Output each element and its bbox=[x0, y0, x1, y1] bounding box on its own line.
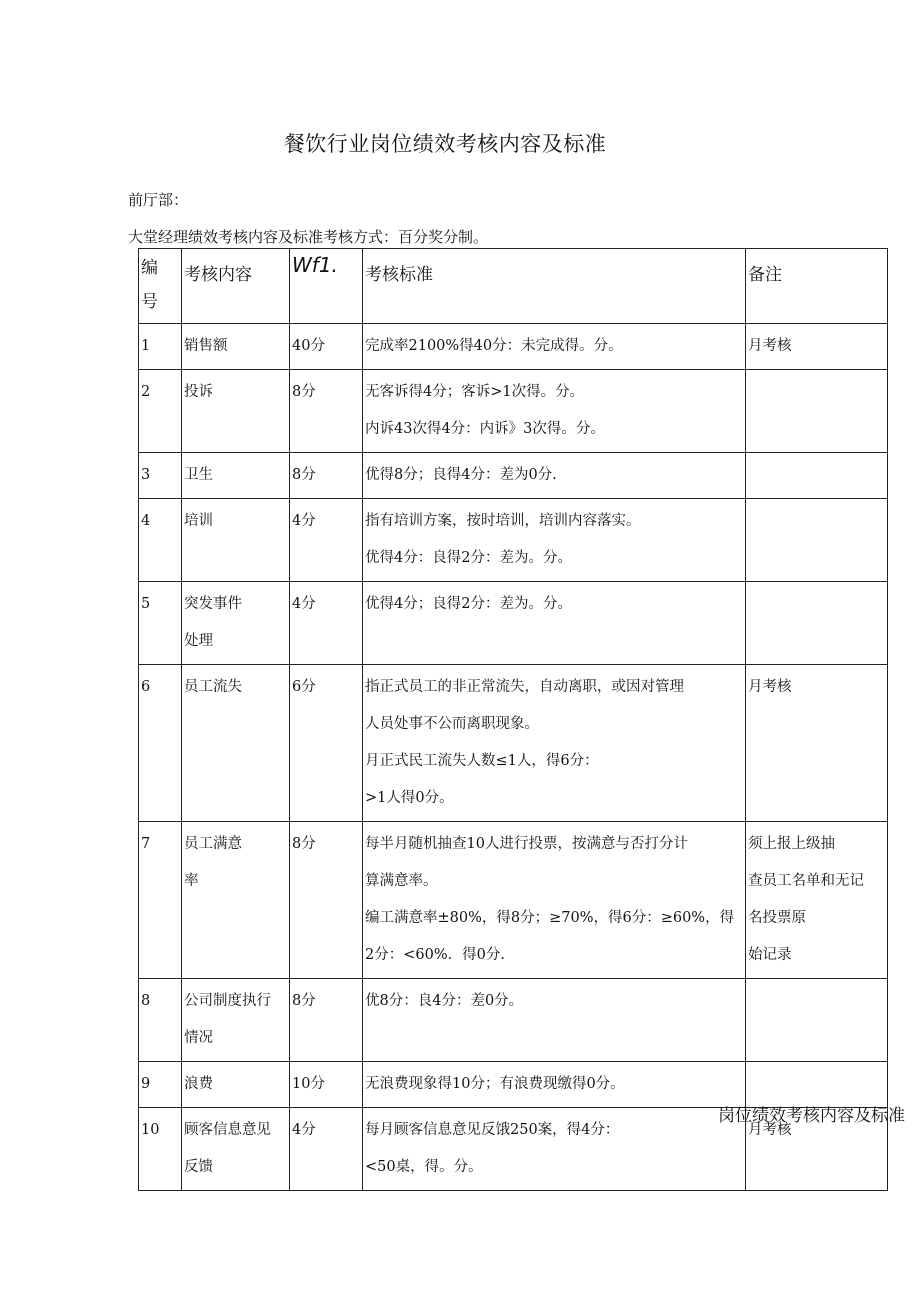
cell-score: 4分 bbox=[290, 1108, 363, 1191]
section-label: 前厅部： bbox=[128, 191, 189, 209]
cell-standard-line: 内诉43次得4分：内诉》3次得。分。 bbox=[365, 421, 605, 437]
cell-standard-line: 2分：<60%．得0分. bbox=[365, 947, 505, 963]
cell-standard-line: 优得8分；良得4分：差为0分. bbox=[365, 467, 557, 483]
cell-content-line: 情况 bbox=[184, 1030, 213, 1046]
cell-note bbox=[746, 370, 888, 453]
table-row bbox=[139, 370, 888, 453]
cell-note bbox=[746, 582, 888, 665]
cell-content-line: 顾客信息意见 bbox=[184, 1122, 271, 1138]
cell-standard-line: 编工满意率±80%，得8分；≥70%，得6分：≥60%，得 bbox=[365, 910, 735, 926]
footer-label: 岗位绩效考核内容及标准 bbox=[718, 1106, 905, 1126]
cell-content-line: 卫生 bbox=[184, 467, 213, 483]
cell-score: 10分 bbox=[290, 1062, 363, 1108]
cell-content-line: 反馈 bbox=[184, 1159, 213, 1175]
cell-number: 7 bbox=[139, 822, 182, 979]
cell-note-line: 查员工名单和无记 bbox=[748, 873, 864, 889]
table-row bbox=[139, 453, 888, 499]
table-row bbox=[139, 665, 888, 822]
cell-standard bbox=[363, 1108, 746, 1191]
cell-standard-line: 每月顾客信息意见反饿250案，得4分： bbox=[365, 1122, 620, 1138]
cell-note-line: 月考核 bbox=[748, 1122, 792, 1138]
cell-note bbox=[746, 324, 888, 370]
cell-number: 10 bbox=[139, 1108, 182, 1191]
cell-standard-line: <50桌，得。分。 bbox=[365, 1159, 483, 1175]
cell-number: 4 bbox=[139, 499, 182, 582]
cell-standard bbox=[363, 499, 746, 582]
cell-content-line: 员工满意 bbox=[184, 836, 242, 852]
cell-standard-line: 指正式员工的非正常流失，自动离职，或因对管理 bbox=[365, 679, 684, 695]
cell-standard-line: 无客诉得4分；客诉>1次得。分。 bbox=[365, 384, 585, 400]
cell-content bbox=[182, 370, 290, 453]
cell-standard bbox=[363, 1062, 746, 1108]
header-note: 备注 bbox=[746, 249, 888, 324]
cell-content bbox=[182, 1108, 290, 1191]
cell-note bbox=[746, 979, 888, 1062]
cell-standard bbox=[363, 324, 746, 370]
cell-score: 8分 bbox=[290, 370, 363, 453]
cell-score: 8分 bbox=[290, 822, 363, 979]
cell-note bbox=[746, 453, 888, 499]
cell-content-line: 销售额 bbox=[184, 338, 228, 354]
table-caption: 大堂经理绩效考核内容及标准考核方式：百分奖分制。 bbox=[128, 228, 489, 246]
cell-note bbox=[746, 499, 888, 582]
cell-content-line: 率 bbox=[184, 873, 199, 889]
cell-standard-line: 月正式民工流失人数≤1人，得6分： bbox=[365, 753, 599, 769]
cell-note-line: 月考核 bbox=[748, 679, 792, 695]
cell-content bbox=[182, 1062, 290, 1108]
cell-standard-line: 优8分：良4分：差0分。 bbox=[365, 993, 524, 1009]
cell-number: 9 bbox=[139, 1062, 182, 1108]
cell-standard bbox=[363, 665, 746, 822]
cell-standard-line: 完成率2100%得40分：未完成得。分。 bbox=[365, 338, 623, 354]
cell-content bbox=[182, 979, 290, 1062]
table-row bbox=[139, 979, 888, 1062]
header-number: 编 号 bbox=[139, 249, 182, 324]
cell-note-line: 名投票原 bbox=[748, 910, 806, 926]
cell-standard bbox=[363, 370, 746, 453]
cell-score: 40分 bbox=[290, 324, 363, 370]
table-row bbox=[139, 582, 888, 665]
cell-score: 8分 bbox=[290, 979, 363, 1062]
cell-note bbox=[746, 665, 888, 822]
cell-standard-line: 无浪费现象得10分；有浪费现缴得0分。 bbox=[365, 1076, 625, 1092]
cell-standard-line: 算满意率。 bbox=[365, 873, 438, 889]
cell-number: 6 bbox=[139, 665, 182, 822]
cell-score: 6分 bbox=[290, 665, 363, 822]
cell-content-line: 突发事件 bbox=[184, 596, 242, 612]
cell-number: 5 bbox=[139, 582, 182, 665]
table-row bbox=[139, 499, 888, 582]
cell-content-line: 浪费 bbox=[184, 1076, 213, 1092]
table-row bbox=[139, 822, 888, 979]
cell-number: 3 bbox=[139, 453, 182, 499]
assessment-table bbox=[138, 248, 888, 1191]
cell-content-line: 处理 bbox=[184, 633, 213, 649]
cell-content bbox=[182, 324, 290, 370]
cell-note bbox=[746, 822, 888, 979]
cell-number: 8 bbox=[139, 979, 182, 1062]
cell-standard-line: 优得4分：良得2分：差为。分。 bbox=[365, 550, 572, 566]
cell-content bbox=[182, 453, 290, 499]
cell-standard-line: 每半月随机抽查10人进行投票，按满意与否打分计 bbox=[365, 836, 688, 852]
header-content: 考核内容 bbox=[182, 249, 290, 324]
cell-number: 1 bbox=[139, 324, 182, 370]
cell-content-line: 员工流失 bbox=[184, 679, 242, 695]
cell-standard-line: 人员处事不公而离职现象。 bbox=[365, 716, 539, 732]
table-header-row bbox=[139, 249, 888, 324]
cell-number: 2 bbox=[139, 370, 182, 453]
cell-score: 4分 bbox=[290, 499, 363, 582]
cell-note-line: 始记录 bbox=[748, 947, 792, 963]
cell-standard bbox=[363, 979, 746, 1062]
cell-content bbox=[182, 499, 290, 582]
cell-content-line: 培训 bbox=[184, 513, 213, 529]
table-row bbox=[139, 324, 888, 370]
cell-score: 4分 bbox=[290, 582, 363, 665]
cell-content bbox=[182, 665, 290, 822]
cell-content bbox=[182, 582, 290, 665]
cell-standard-line: >1人得0分。 bbox=[365, 790, 454, 806]
header-score: Wf1. bbox=[290, 249, 363, 324]
cell-note-line: 月考核 bbox=[748, 338, 792, 354]
cell-standard bbox=[363, 453, 746, 499]
cell-content-line: 公司制度执行 bbox=[184, 993, 271, 1009]
cell-standard-line: 指有培训方案，按时培训，培训内容落实。 bbox=[365, 513, 641, 529]
cell-standard-line: 优得4分；良得2分：差为。分。 bbox=[365, 596, 572, 612]
header-standard: 考核标准 bbox=[363, 249, 746, 324]
cell-content bbox=[182, 822, 290, 979]
cell-standard bbox=[363, 582, 746, 665]
page-title: 餐饮行业岗位绩效考核内容及标准 bbox=[283, 132, 607, 156]
cell-content-line: 投诉 bbox=[184, 384, 213, 400]
cell-standard bbox=[363, 822, 746, 979]
cell-score: 8分 bbox=[290, 453, 363, 499]
cell-note-line: 须上报上级抽 bbox=[748, 836, 835, 852]
